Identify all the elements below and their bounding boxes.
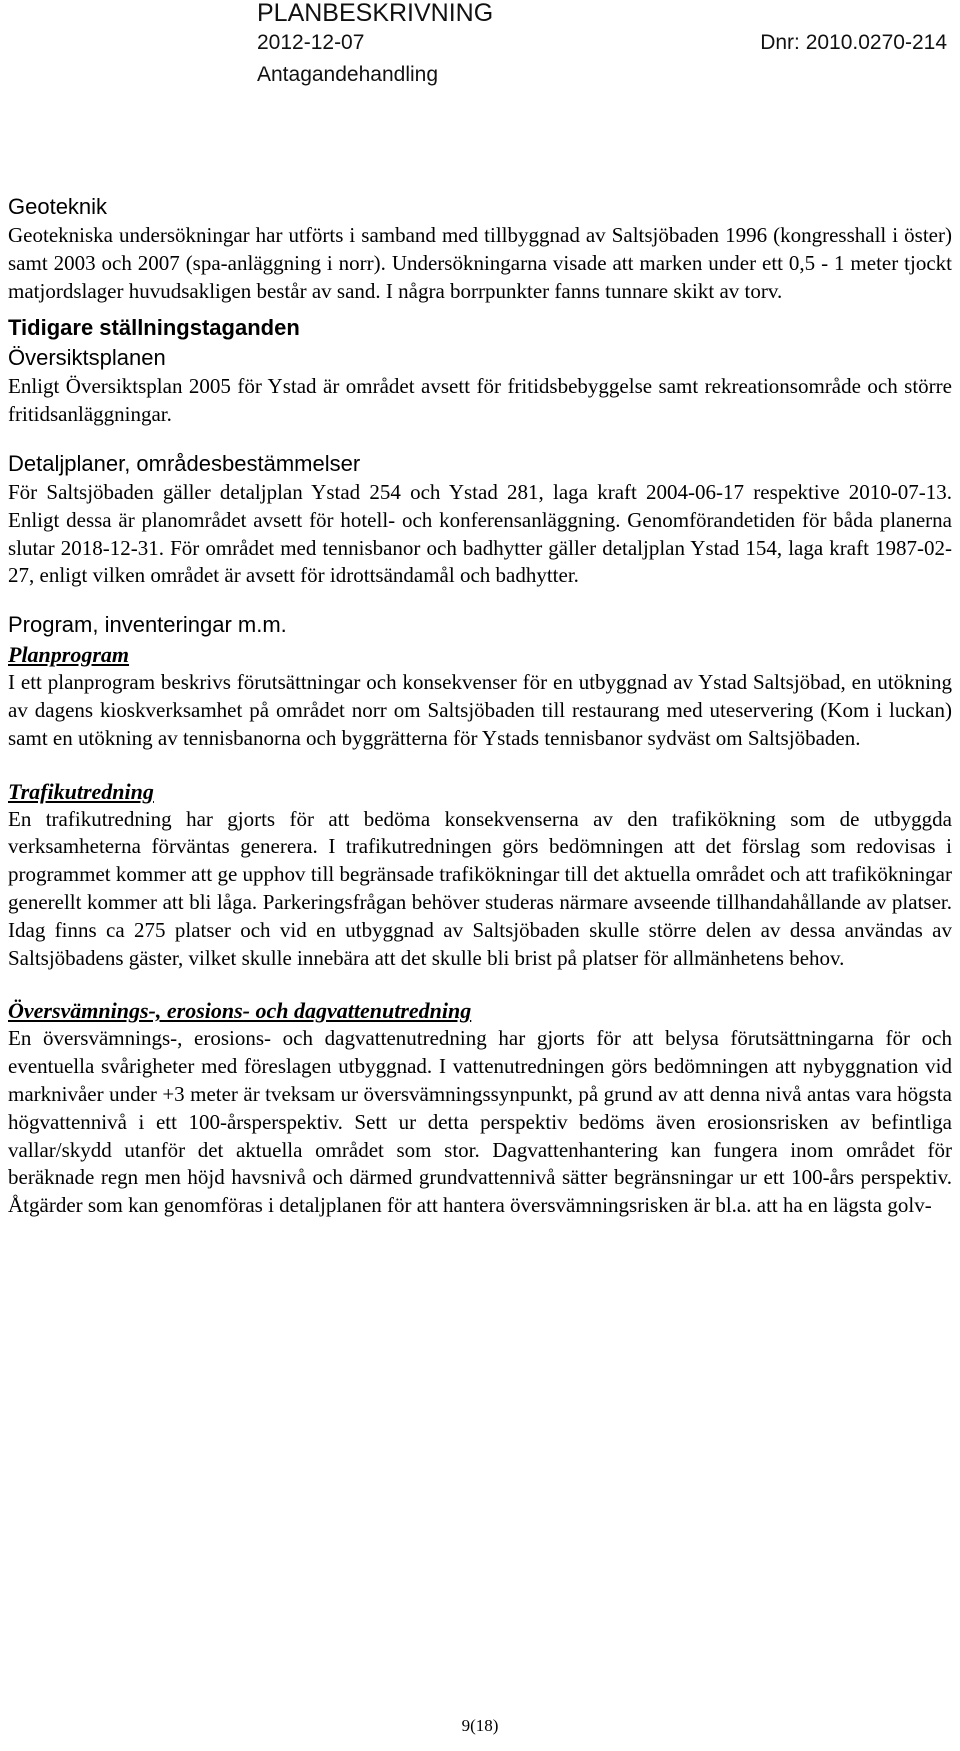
document-header (257, 0, 947, 90)
trafikutredning-paragraph: En trafikutredning har gjorts för att bedöma konsekvenserna av den trafikökning som de utbyggda verksamheterna förväntas generera. I trafikutredningen görs bedömningen att det förslag som redovisas i programmet kommer att ge upphov till begränsade trafikökningar till det aktuella området och att trafikökningar generellt kommer att bli låga. Parkeringsfrågan behöver studeras närmare avseende tillhandahållande av platser. Idag finns ca 275 platser och vid en utbyggnad av Saltsjöbaden skulle större delen av dessa användas av Saltsjöbadens gäster, vilket skulle innebära att det skulle bli brist på platser för allmänhetens behov. (8, 806, 952, 970)
page-number: 9(18) (461, 1716, 499, 1735)
program-heading: Program, inventeringar m.m. (8, 612, 287, 638)
oversvamning-heading: Översvämnings-, erosions- och dagvattenutredning (8, 998, 472, 1024)
oversvamning-paragraph: En översvämnings-, erosions- och dagvattenutredning har gjorts för att belysa förutsättningarna för och eventuella svårigheter med föreslagen utbyggnad. I vattenutredningen görs bedömningen att nybyggnation vid marknivåer under +3 meter är tveksam ur översvämningssynpunkt, på grund av att denna nivå antas vara högsta högvattennivå i ett 100-årsperspektiv. Sett ur detta perspektiv bedöms även erosionsrisken av befintliga vallar/skydd utanför det aktuella området som stor. Dagvattenhantering kan fungera inom området för beräknade regn men höjd havsnivå och därmed grundvattennivå sätter begränsningar ur ett 100-års perspektiv. Åtgärder som kan genomföras i detaljplanen för att hantera översvämningsrisken är bl.a. att ha en lägsta golv- (8, 1026, 952, 1218)
document-title: PLANBESKRIVNING (257, 0, 494, 27)
geoteknik-heading: Geoteknik (8, 194, 108, 219)
document-stage: Antagandehandling (257, 63, 439, 86)
geoteknik-paragraph: Geotekniska undersökningar har utförts i samband med tillbyggnad av Saltsjöbaden 1996 (kongresshall i öster) samt 2003 och 2007 (spa-anläggning i norr). Undersökningarna visade att marken under ett 0,5 - 1 meter tjockt matjordslager huvudsakligen består av sand. I några borrpunkter fanns tunnare skikt av torv. (8, 223, 952, 303)
planprogram-heading: Planprogram (8, 642, 130, 668)
detaljplaner-heading: Detaljplaner, områdesbestämmelser (8, 450, 361, 476)
document-date: 2012-12-07 (257, 31, 365, 54)
oversiktsplanen-heading: Översiktsplanen (8, 345, 166, 371)
document-body (8, 192, 952, 1220)
document-dnr: Dnr: 2010.0270-214 (760, 31, 947, 54)
tidigare-heading: Tidigare ställningstaganden (8, 315, 300, 341)
detaljplaner-paragraph: För Saltsjöbaden gäller detaljplan Ystad 254 och Ystad 281, laga kraft 2004-06-17 respektive 2010-07-13. Enligt dessa är planområdet avsett för hotell- och konferensanläggning. Genomförandetiden för båda planerna slutar 2018-12-31. För området med tennisbanor och badhytter gäller detaljplan Ystad 154, laga kraft 1987-02-27, enligt vilken området är avsett för idrottsändamål och badhytter. (8, 479, 952, 588)
oversiktsplanen-paragraph: Enligt Översiktsplan 2005 för Ystad är området avsett för fritidsbebyggelse samt rekreationsområde och större fritidsanläggningar. (8, 374, 952, 427)
planprogram-paragraph: I ett planprogram beskrivs förutsättningar och konsekvenser för en utbyggnad av Ystad Saltsjöbad, en utökning av dagens kioskverksamhet på området norr om Saltsjöbaden till restaurang med uteservering (Kom i luckan) samt en utökning av tennisbanorna och byggrätterna för Ystads tennisbanor sydväst om Saltsjöbaden. (8, 670, 952, 750)
trafikutredning-heading: Trafikutredning (8, 778, 154, 804)
document-meta (257, 26, 947, 60)
